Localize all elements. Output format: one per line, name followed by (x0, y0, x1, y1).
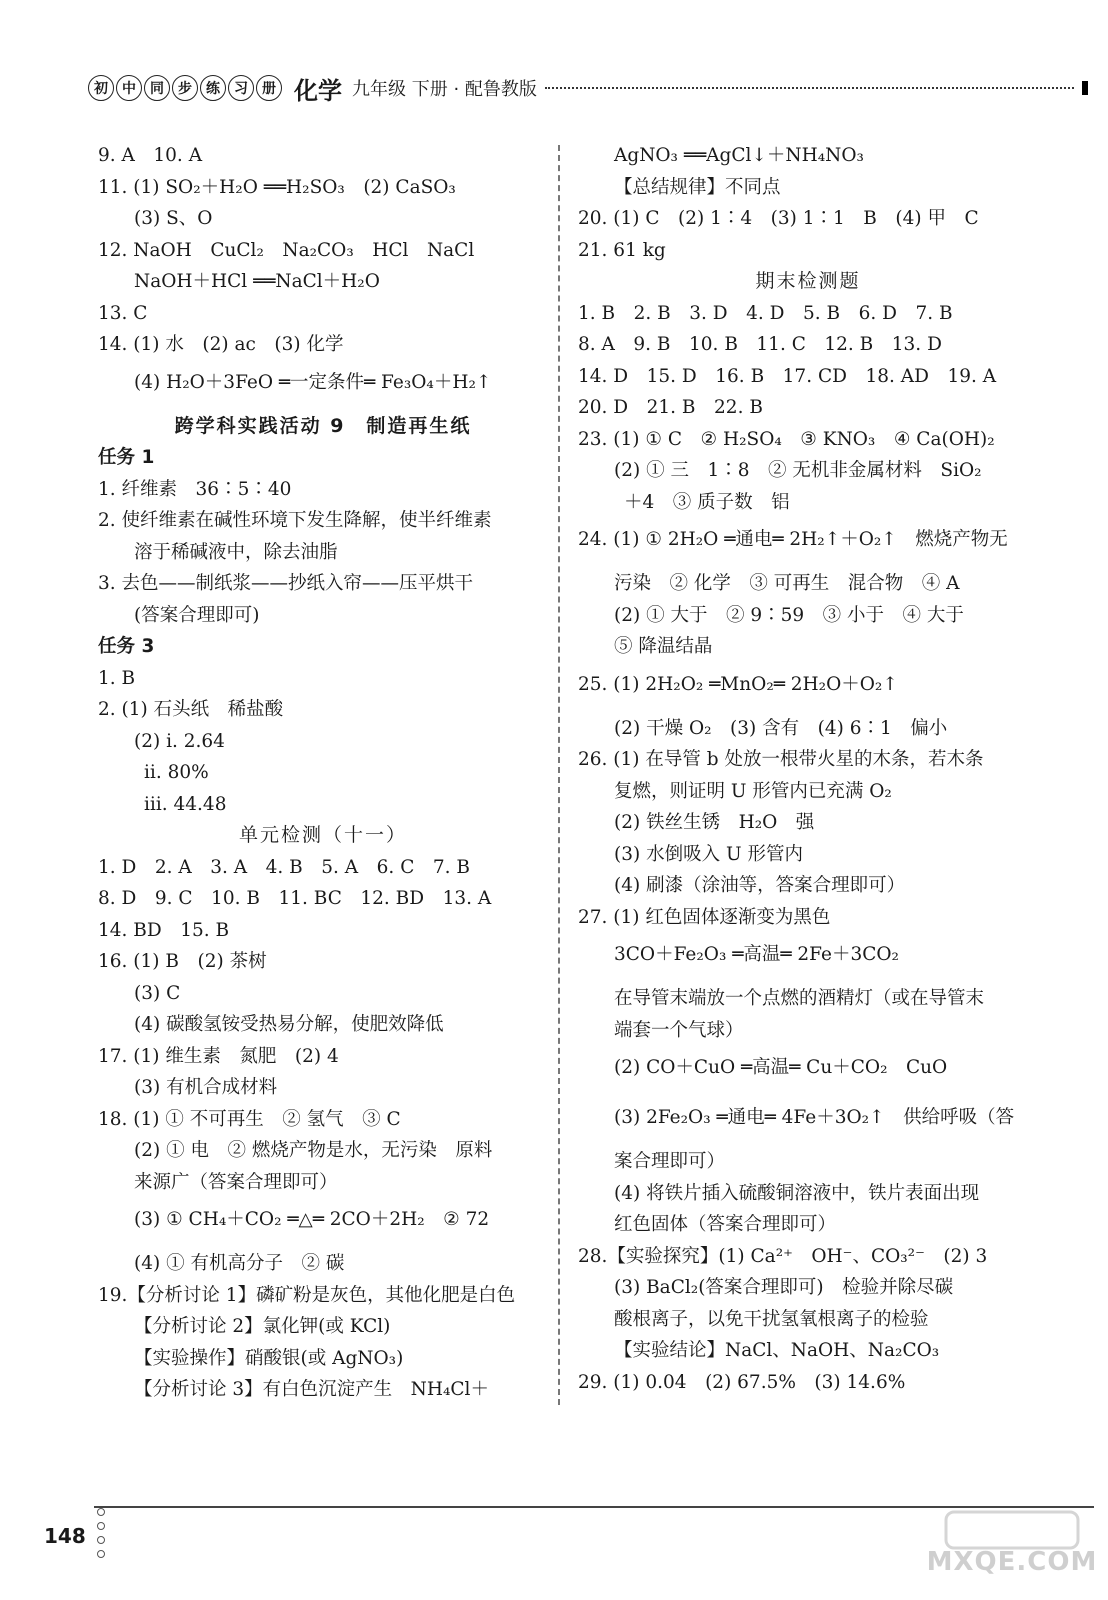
logo-char: 习 (228, 75, 254, 101)
answer-line: NaOH＋HCl ══NaCl＋H₂O (134, 271, 380, 292)
answer-line: 【实验结论】NaCl、NaOH、Na₂CO₃ (614, 1340, 940, 1361)
answer-line: (3) C (134, 982, 181, 1004)
answer-line: (2) CO＋CuO ═高温═ Cu＋CO₂ CuO (614, 1057, 948, 1078)
answer-line: 29. (1) 0.04 (2) 67.5% (3) 14.6% (578, 1371, 906, 1393)
answer-line: 【总结规律】不同点 (614, 176, 781, 198)
left-answer-column (98, 140, 548, 1406)
answer-line: 污染 ② 化学 ③ 可再生 混合物 ④ A (614, 573, 960, 594)
section-heading: 跨学科实践活动 9 制造再生纸 (174, 414, 472, 437)
answer-line: 27. (1) 红色固体逐渐变为黑色 (578, 906, 831, 928)
answer-line: 9. A 10. A (98, 145, 203, 166)
answer-line: 14. BD 15. B (98, 919, 230, 941)
section-heading: 单元检测（十一） (238, 824, 407, 846)
footer-decoration (96, 1508, 106, 1558)
answer-line: 1. B 2. B 3. D 4. D 5. B 6. D 7. B (578, 302, 953, 324)
page-header (88, 66, 1088, 110)
answer-line: 案合理即可） (614, 1151, 726, 1172)
answer-line: (2) ⅰ. 2.64 (134, 730, 225, 752)
answer-line: 8. D 9. C 10. B 11. BC 12. BD 13. A (98, 888, 492, 909)
answer-line: 20. (1) C (2) 1∶4 (3) 1∶1 B (4) 甲 C (578, 208, 979, 229)
answer-line: 26. (1) 在导管 b 处放一根带火星的木条，若木条 (578, 749, 984, 770)
answer-line: 25. (1) 2H₂O₂ ═MnO₂═ 2H₂O＋O₂↑ (578, 673, 898, 695)
answer-line: 21. 61 kg (578, 239, 666, 261)
answer-line: 20. D 21. B 22. B (578, 397, 763, 418)
answer-line: (2) ① 三 1∶8 ② 无机非金属材料 SiO₂ (614, 460, 982, 481)
answer-line: AgNO₃ ══AgCl↓＋NH₄NO₃ (614, 145, 864, 166)
svg-text:MXQE.COM: MXQE.COM (926, 1547, 1098, 1577)
answer-line: 23. (1) ① C ② H₂SO₄ ③ KNO₃ ④ Ca(OH)₂ (578, 428, 995, 450)
logo-char: 练 (200, 75, 226, 101)
answer-line: 【分析讨论 2】氯化钾(或 KCl) (134, 1316, 391, 1337)
answer-line: 3CO＋Fe₂O₃ ═高温═ 2Fe＋3CO₂ (614, 944, 899, 965)
answer-line: 来源广（答案合理即可） (134, 1171, 338, 1193)
answer-line: (2) ① 大于 ② 9∶59 ③ 小于 ④ 大于 (614, 604, 964, 626)
answer-line: 24. (1) ① 2H₂O ═通电═ 2H₂↑＋O₂↑ 燃烧产物无 (578, 529, 1008, 550)
answer-line: 复燃，则证明 U 形管内已充满 O₂ (614, 780, 892, 802)
answer-line: (3) ① CH₄＋CO₂ ═△═ 2CO＋2H₂ ② 72 (134, 1209, 490, 1230)
answer-line: (2) 铁丝生锈 H₂O 强 (614, 812, 815, 833)
answer-line: 1. 纤维素 36∶5∶40 (98, 478, 292, 500)
answer-line: (4) 将铁片插入硫酸铜溶液中，铁片表面出现 (614, 1182, 980, 1204)
answer-line: 酸根离子，以免干扰氢氧根离子的检验 (614, 1308, 929, 1330)
task-label: 任务 1 (98, 447, 155, 468)
logo-char: 同 (144, 75, 170, 101)
answer-line: (4) 刷漆（涂油等，答案合理即可） (614, 875, 906, 896)
answer-line: 28.【实验探究】(1) Ca²⁺ OH⁻、CO₃²⁻ (2) 3 (578, 1245, 988, 1267)
answer-line: 【实验操作】硝酸银(或 AgNO₃) (134, 1347, 404, 1369)
right-answer-column (578, 140, 1038, 1398)
answer-line: 16. (1) B (2) 茶树 (98, 951, 267, 972)
answer-line: 17. (1) 维生素 氮肥 (2) 4 (98, 1045, 339, 1067)
answer-line: (3) S、O (134, 208, 213, 229)
answer-line: 2. (1) 石头纸 稀盐酸 (98, 699, 284, 720)
subject-title: 化学 (294, 76, 342, 105)
answer-line: 1. D 2. A 3. A 4. B 5. A 6. C 7. B (98, 856, 470, 878)
task-label: 任务 3 (98, 636, 155, 657)
logo-char: 步 (172, 75, 198, 101)
answer-line: 14. D 15. D 16. B 17. CD 18. AD 19. A (578, 365, 997, 387)
answer-line: 14. (1) 水 (2) ac (3) 化学 (98, 334, 344, 355)
logo-char: 初 (88, 75, 114, 101)
logo-char: 册 (256, 75, 282, 101)
answer-line: 端套一个气球） (614, 1019, 744, 1041)
answer-line: 11. (1) SO₂＋H₂O ══H₂SO₃ (2) CaSO₃ (98, 176, 456, 198)
answer-line: ⑤ 降温结晶 (614, 636, 713, 657)
answer-line: 溶于稀碱液中，除去油脂 (134, 541, 338, 563)
answer-line: (答案合理即可) (134, 604, 260, 626)
answer-line: ⅱ. 80% (144, 762, 209, 783)
logo-char: 中 (116, 75, 142, 101)
answer-line: (3) 有机合成材料 (134, 1077, 278, 1098)
answer-line: 【分析讨论 3】有白色沉淀产生 NH₄Cl＋ (134, 1379, 489, 1400)
answer-line: 1. B (98, 667, 136, 689)
answer-line: 8. A 9. B 10. B 11. C 12. B 13. D (578, 334, 942, 355)
page-number: 148 (44, 1524, 86, 1548)
answer-line: ＋4 ③ 质子数 铝 (624, 491, 790, 513)
answer-line: ⅲ. 44.48 (144, 793, 227, 815)
answer-line: (3) BaCl₂(答案合理即可) 检验并除尽碳 (614, 1277, 954, 1298)
watermark-logo (926, 1508, 1098, 1578)
answer-line: 12. NaOH CuCl₂ Na₂CO₃ HCl NaCl (98, 239, 475, 261)
answer-line: (3) 2Fe₂O₃ ═通电═ 4Fe＋3O₂↑ 供给呼吸（答 (614, 1107, 1015, 1128)
answer-line: (4) H₂O＋3FeO ═一定条件═ Fe₃O₄＋H₂↑ (134, 371, 492, 393)
answer-line: 18. (1) ① 不可再生 ② 氢气 ③ C (98, 1108, 401, 1130)
answer-line: (2) ① 电 ② 燃烧产物是水，无污染 原料 (134, 1140, 493, 1161)
answer-line: 13. C (98, 302, 148, 324)
answer-line: 19.【分析讨论 1】磷矿粉是灰色，其他化肥是白色 (98, 1284, 516, 1306)
column-divider (558, 145, 560, 1405)
answer-line: 2. 使纤维素在碱性环境下发生降解，使半纤维素 (98, 510, 492, 531)
answer-line: (4) 碳酸氢铵受热易分解，使肥效降低 (134, 1014, 444, 1035)
header-dotted-rule (545, 87, 1074, 89)
answer-line: (3) 水倒吸入 U 形管内 (614, 843, 803, 865)
section-heading: 期末检测题 (755, 270, 861, 292)
book-series-logo (88, 75, 282, 101)
answer-line: 红色固体（答案合理即可） (614, 1214, 837, 1235)
header-end-mark (1082, 81, 1088, 95)
answer-line: (4) ① 有机高分子 ② 碳 (134, 1253, 345, 1274)
grade-edition: 九年级 下册 · 配鲁教版 (352, 79, 537, 100)
answer-line: 3. 去色——制纸浆——抄纸入帘——压平烘干 (98, 573, 474, 594)
answer-line: (2) 干燥 O₂ (3) 含有 (4) 6∶1 偏小 (614, 717, 948, 739)
answer-line: 在导管末端放一个点燃的酒精灯（或在导管末 (614, 988, 985, 1009)
